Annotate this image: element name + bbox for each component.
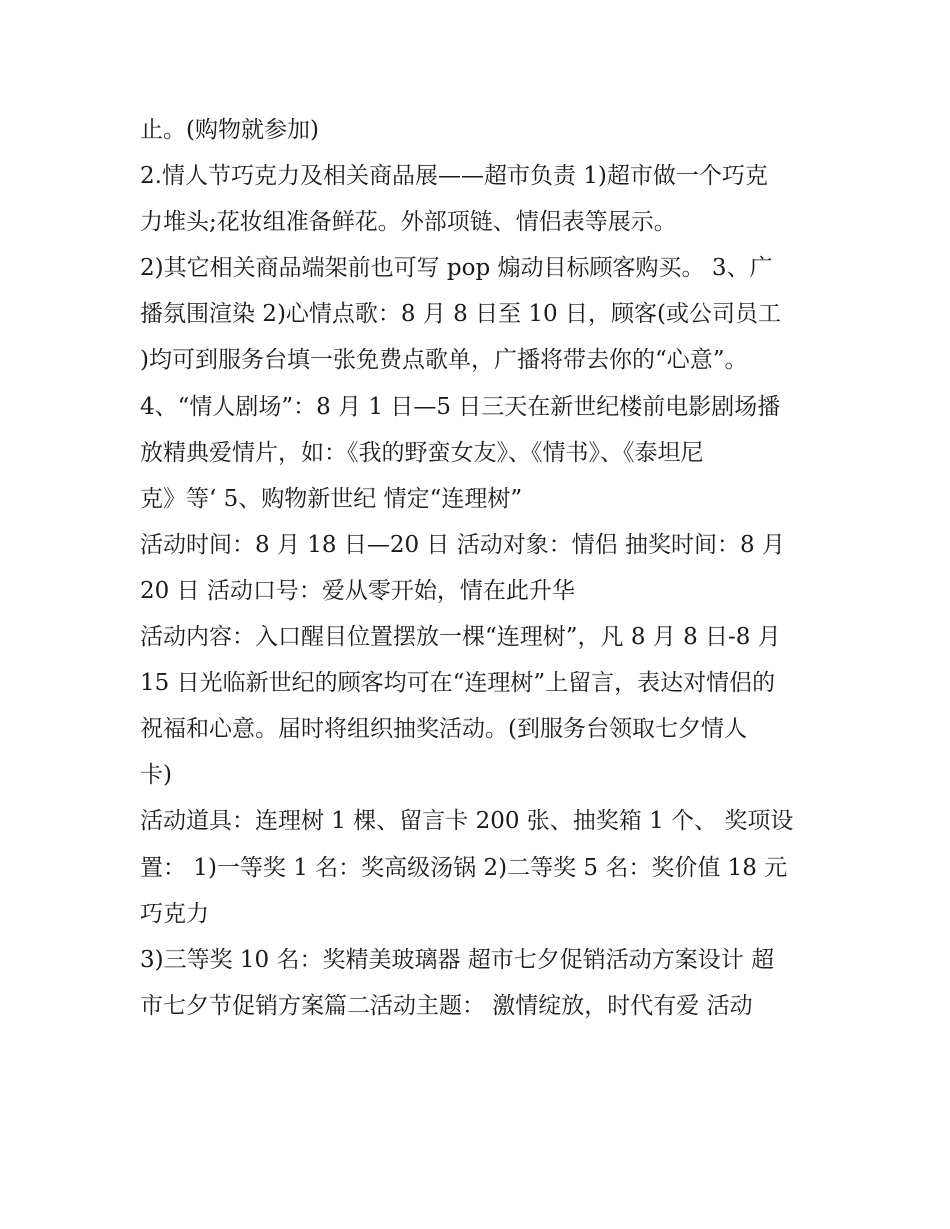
text-line-14: 祝福和心意。届时将组织抽奖活动。(到服务台领取七夕情人 [140,716,747,743]
text-line-13: 15 日光临新世纪的顾客均可在“连理树”上留言，表达对情侣的 [140,670,776,697]
text-line-8: 放精典爱情片，如：《我的野蛮女友》、《情书》、《泰坦尼 [140,439,704,466]
text-line-18: 巧克力 [140,900,209,927]
text-line-11: 20 日 活动口号：爱从零开始，情在此升华 [140,577,575,604]
text-line-5: 播氛围渲染 2)心情点歌：8 月 8 日至 10 日，顾客(或公司员工 [140,301,781,328]
text-line-4: 2)其它相关商品端架前也可写 pop 煽动目标顾客购买。 3、广 [140,255,773,282]
text-line-12: 活动内容：入口醒目位置摆放一棵“连理树”，凡 8 月 8 日-8 月 [140,624,781,651]
text-line-1: 止。(购物就参加) [140,117,319,143]
text-line-17: 置： 1)一等奖 1 名：奖高级汤锅 2)二等奖 5 名：奖价值 18 元 [140,854,788,881]
text-line-10: 活动时间：8 月 18 日—20 日 活动对象：情侣 抽奖时间：8 月 [140,531,785,558]
text-line-2: 2.情人节巧克力及相关商品展——超市负责 1)超市做一个巧克 [140,163,768,190]
document-body [140,107,830,1029]
text-line-16: 活动道具：连理树 1 棵、留言卡 200 张、抽奖箱 1 个、 奖项设 [140,808,794,835]
text-line-6: )均可到服务台填一张免费点歌单，广播将带去你的“心意”。 [140,347,748,374]
text-line-3: 力堆头;花妆组准备鲜花。外部项链、情侣表等展示。 [140,209,677,236]
text-line-19: 3)三等奖 10 名：奖精美玻璃器 超市七夕促销活动方案设计 超 [140,946,775,973]
text-line-9: 克》等‘ 5、购物新世纪 情定“连理树” [140,485,523,512]
text-line-15: 卡) [140,762,172,789]
text-line-20: 市七夕节促销方案篇二活动主题： 激情绽放，时代有爱 活动 [140,992,753,1019]
text-line-7: 4、“情人剧场”：8 月 1 日—5 日三天在新世纪楼前电影剧场播 [140,393,781,420]
